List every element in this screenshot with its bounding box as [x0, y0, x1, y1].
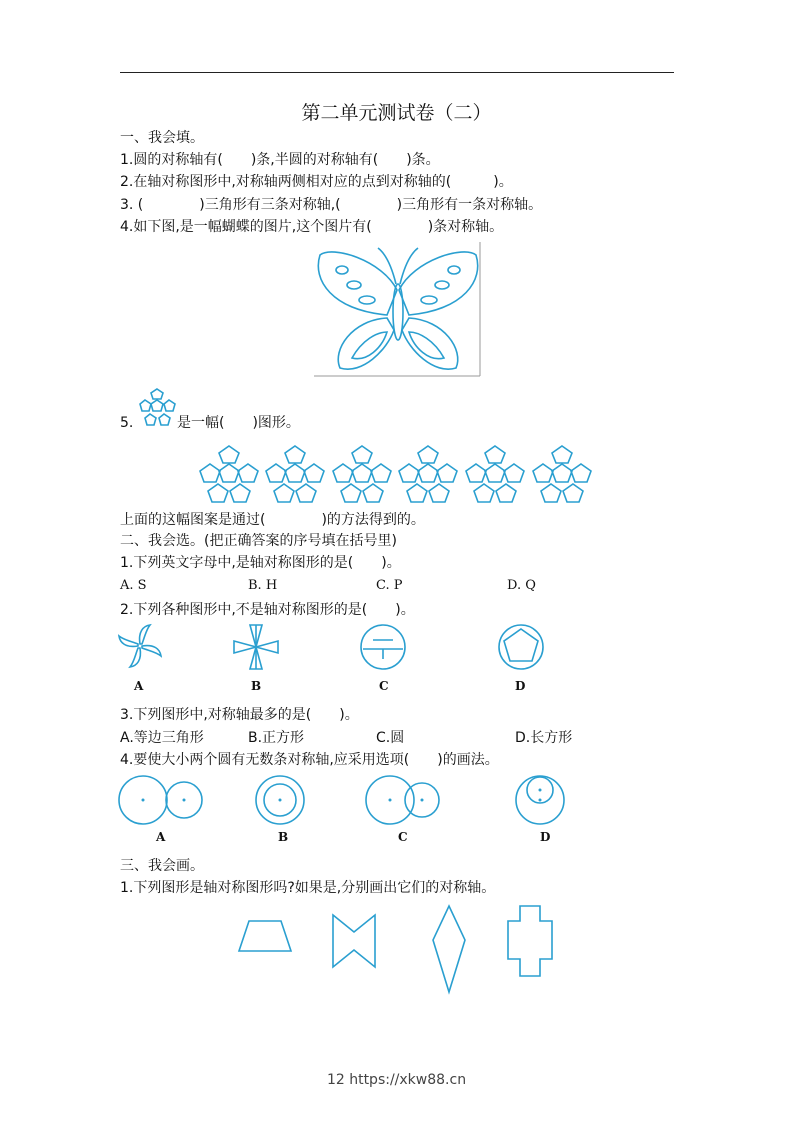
- pentagon-pattern-row: [196, 440, 598, 508]
- s1-question-5-text: 是一幅( )图形。: [177, 415, 300, 431]
- s2-question-4: 4.要使大小两个圆有无数条对称轴,应采用选项( )的画法。: [120, 752, 499, 768]
- s2-q3-option-b: B.正方形: [248, 730, 305, 746]
- pinwheel-figure: [118, 622, 164, 672]
- page-title: 第二单元测试卷（二）: [301, 102, 492, 124]
- top-rule: [120, 72, 674, 73]
- s1-question-1: 1.圆的对称轴有( )条,半圆的对称轴有( )条。: [120, 152, 440, 168]
- two-circles-separate-figure: [118, 773, 206, 827]
- s2-q1-option-c: C. P: [376, 578, 403, 593]
- s2-question-3: 3.下列图形中,对称轴最多的是( )。: [120, 707, 359, 723]
- cross-shape-figure: [505, 903, 555, 979]
- s2-q2-label-d: D: [515, 679, 526, 693]
- circle-with-bars-figure: [358, 622, 408, 672]
- s2-q2-label-a: A: [134, 679, 144, 693]
- butterfly-image: [312, 240, 484, 378]
- bowtie-figure: [330, 912, 378, 970]
- s1-question-2: 2.在轴对称图形中,对称轴两侧相对应的点到对称轴的( )。: [120, 174, 513, 190]
- s2-q3-option-a: A.等边三角形: [120, 730, 204, 746]
- trapezoid-figure: [236, 918, 294, 954]
- footer-page-url: 12 https://xkw88.cn: [326, 1072, 467, 1088]
- s2-q2-label-b: B: [251, 679, 262, 693]
- s2-q4-label-c: C: [398, 830, 408, 844]
- s2-q3-option-d: D.长方形: [515, 730, 573, 746]
- s3-question-1: 1.下列图形是轴对称图形吗?如果是,分别画出它们的对称轴。: [120, 880, 496, 896]
- s2-question-1: 1.下列英文字母中,是轴对称图形的是( )。: [120, 555, 401, 571]
- overlapping-circles-figure: [364, 773, 444, 827]
- section1-heading: 一、我会填。: [120, 130, 204, 146]
- s2-q4-label-a: A: [156, 830, 166, 844]
- s2-q1-option-b: B. H: [248, 578, 278, 593]
- section3-heading: 三、我会画。: [120, 858, 204, 874]
- s1-question-5-prefix: 5.: [120, 415, 134, 431]
- circle-with-pentagon-figure: [496, 622, 546, 672]
- diamond-kite-figure: [430, 903, 468, 995]
- pentagon-motif-icon: [136, 388, 178, 430]
- s2-q3-option-c: C.圆: [376, 730, 405, 746]
- s2-q4-label-b: B: [278, 830, 289, 844]
- s2-q2-label-c: C: [379, 679, 389, 693]
- s1-question-3: 3. ( )三角形有三条对称轴,( )三角形有一条对称轴。: [120, 197, 543, 213]
- internally-tangent-circles-figure: [512, 773, 568, 827]
- s2-q1-option-d: D. Q: [507, 578, 536, 593]
- s2-q1-option-a: A. S: [120, 578, 147, 593]
- concentric-circles-figure: [253, 773, 307, 827]
- s2-question-2: 2.下列各种图形中,不是轴对称图形的是( )。: [120, 602, 415, 618]
- s1-question-4: 4.如下图,是一幅蝴蝶的图片,这个图片有( )条对称轴。: [120, 219, 504, 235]
- bowtie-cross-figure: [232, 622, 280, 672]
- s1-question-5-line2: 上面的这幅图案是通过( )的方法得到的。: [120, 512, 425, 528]
- section2-heading: 二、我会选。(把正确答案的序号填在括号里): [120, 533, 397, 549]
- s2-q4-label-d: D: [540, 830, 551, 844]
